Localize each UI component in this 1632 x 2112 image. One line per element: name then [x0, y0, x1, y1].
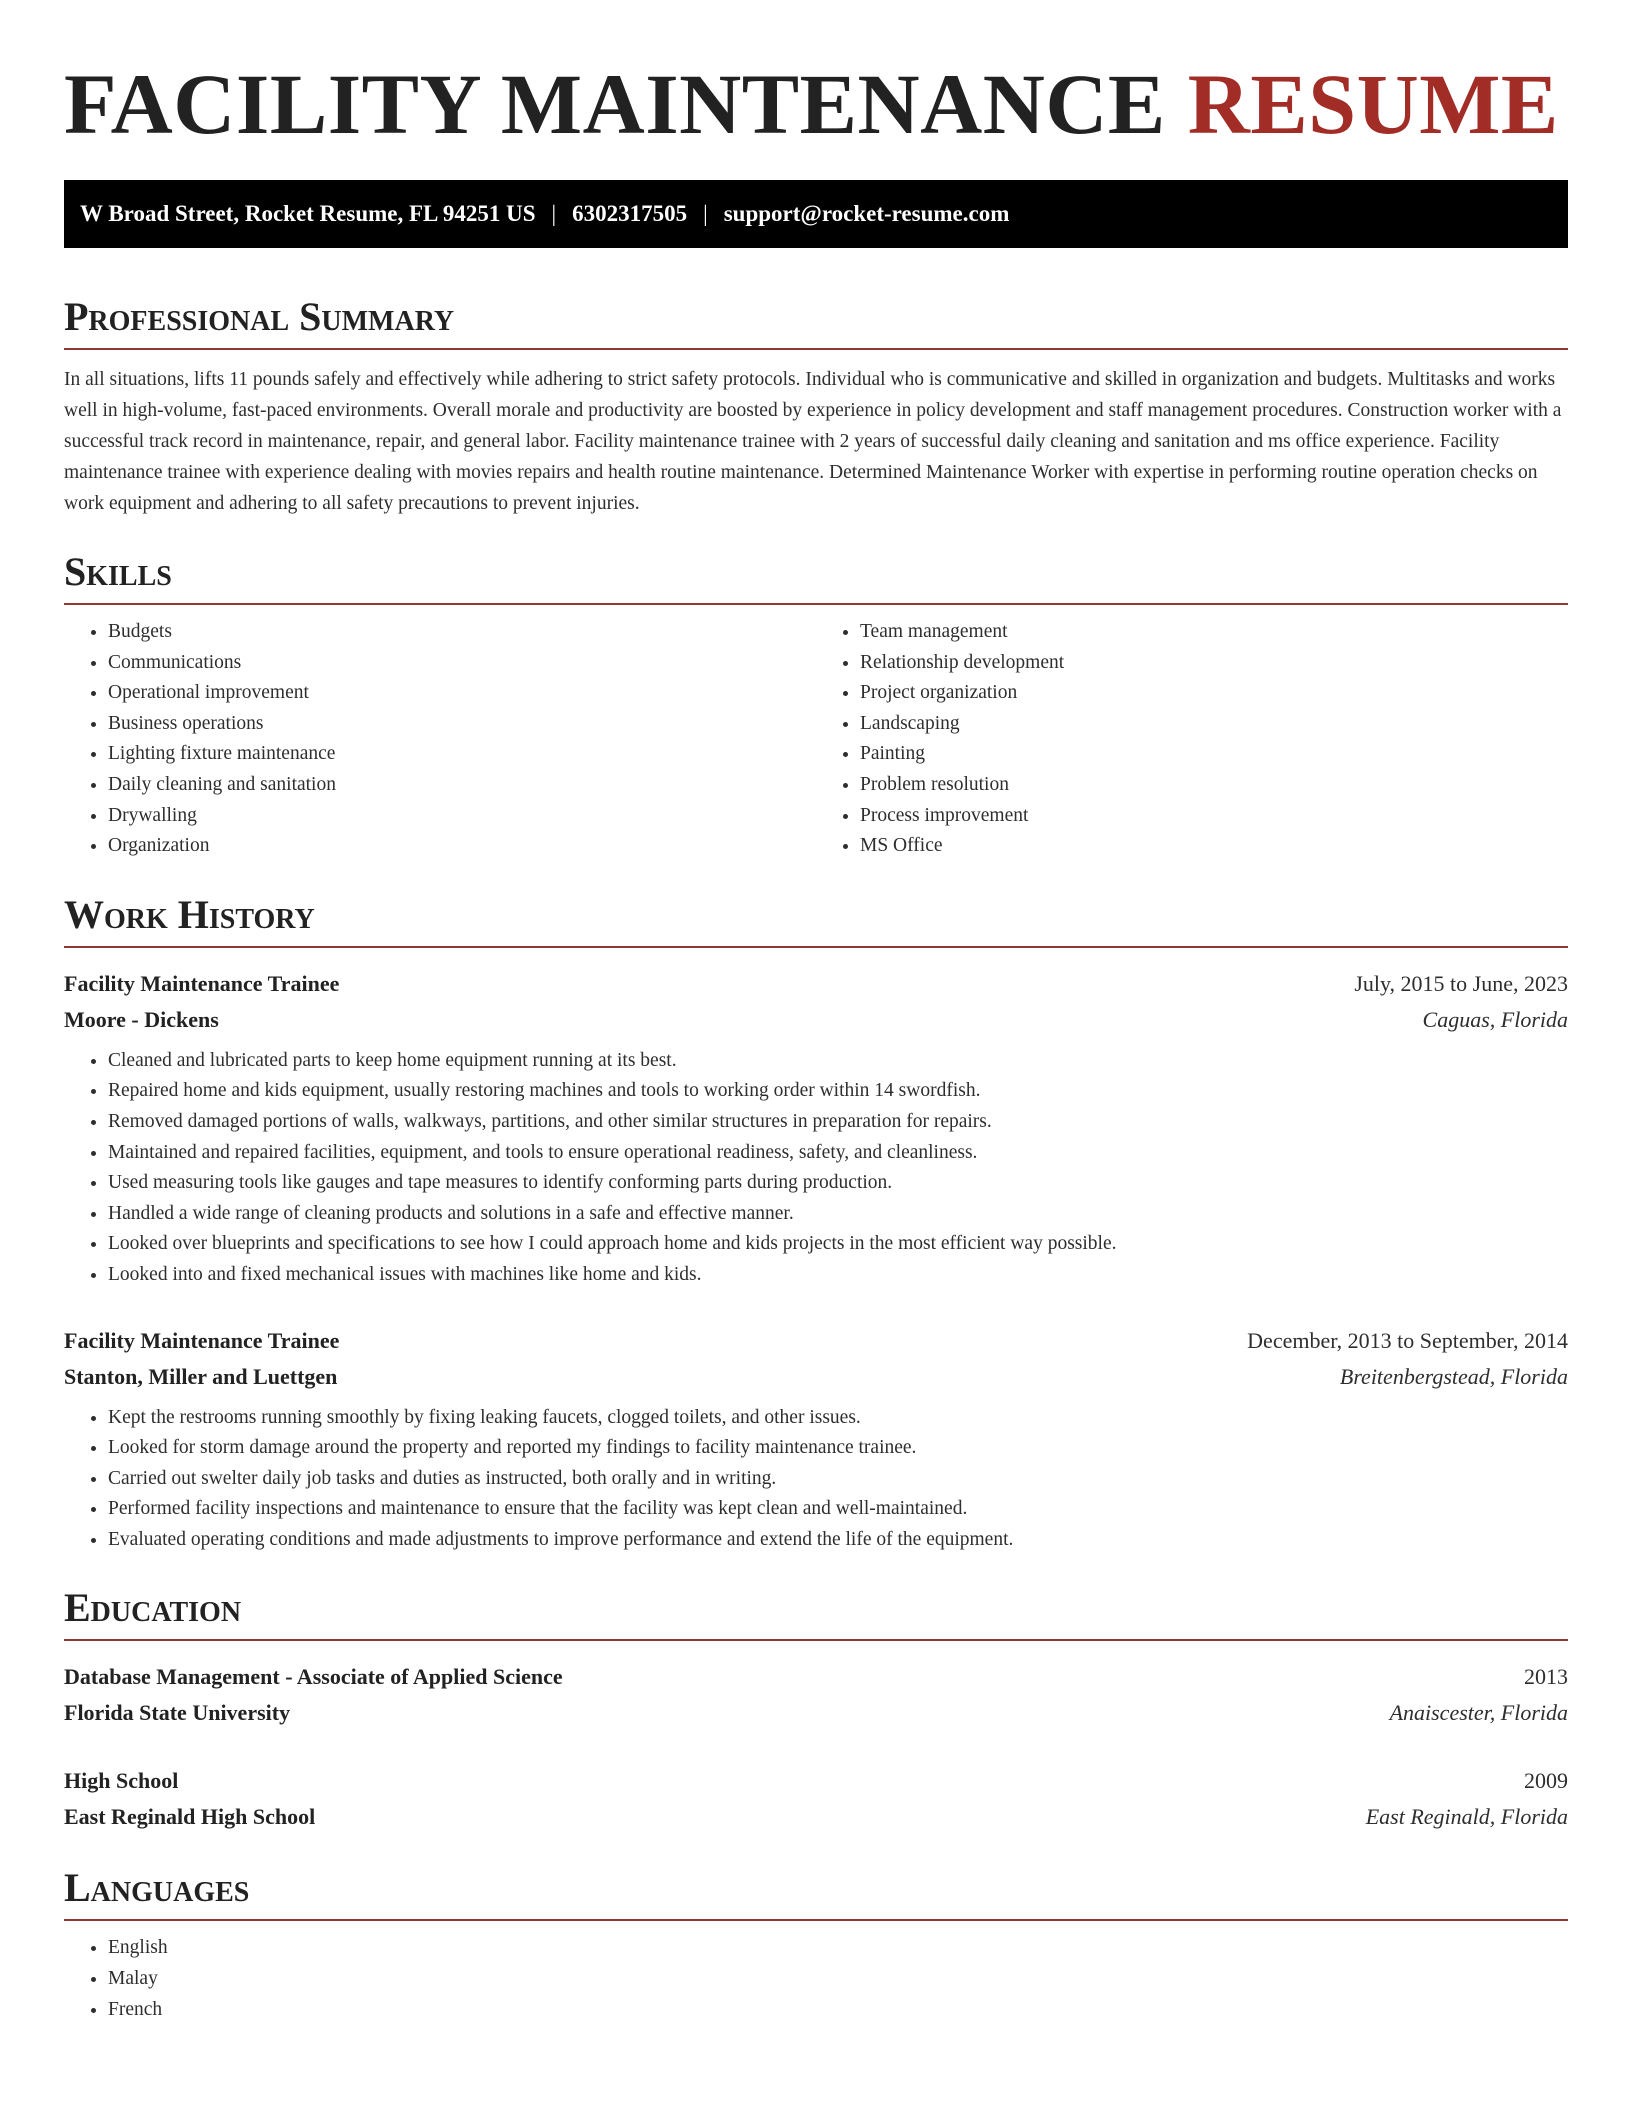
job-duty: • Looked into and fixed mechanical issues with machines like home and kids. [108, 1260, 1568, 1291]
education-school: Florida State University [64, 1700, 291, 1726]
job-duty: • Carried out swelter daily job tasks and duties as instructed, both orally and in writing. [108, 1464, 1568, 1495]
summary-text: In all situations, lifts 11 pounds safely and effectively while adhering to strict safety protocols. Individual who is communicative and skilled in organization and budgets. Multitasks and works well in high-volume, fast-paced environments. Overall morale and productivity are boosted by experience in policy development and staff management procedures. Construction worker with a successful track record in maintenance, repair, and general labor. Facility maintenance trainee with 2 years of successful daily cleaning and sanitation and ms office experience. Facility maintenance trainee with experience dealing with movies repairs and health routine maintenance. Determined Maintenance Worker with expertise in performing routine operation checks on work equipment and adhering to all safety precautions to prevent injuries. [64, 369, 1562, 514]
job-duty: • Handled a wide range of cleaning products and solutions in a safe and effective manner. [108, 1199, 1568, 1230]
education-heading: Education [64, 1583, 1568, 1641]
skills-grid [64, 617, 1568, 862]
education-location: Anaiscester, Florida [1389, 1700, 1568, 1726]
skill-item: • Organization [108, 831, 816, 862]
job-duty: • Used measuring tools like gauges and tape measures to identify conforming parts during production. [108, 1168, 1568, 1199]
skill-item: • Process improvement [860, 801, 1568, 832]
summary-section [64, 292, 1568, 519]
education-school-row [64, 1799, 1568, 1835]
skill-item: • Relationship development [860, 648, 1568, 679]
skill-item: • Business operations [108, 709, 816, 740]
job-duty: • Removed damaged portions of walls, walkways, partitions, and other similar structures in preparation for repairs. [108, 1107, 1568, 1138]
education-school-row [64, 1695, 1568, 1731]
languages-list [64, 1933, 1568, 2025]
job-entry [64, 1323, 1568, 1556]
job-duty: • Repaired home and kids equipment, usually restoring machines and tools to working order within 14 swordfish. [108, 1076, 1568, 1107]
job-duties-list [64, 1046, 1568, 1291]
skills-list-left [64, 617, 816, 862]
job-dates: July, 2015 to June, 2023 [1354, 970, 1568, 996]
education-school: East Reginald High School [64, 1804, 316, 1830]
job-company: Stanton, Miller and Luettgen [64, 1363, 338, 1389]
skill-item: • Painting [860, 739, 1568, 770]
languages-section [64, 1863, 1568, 2025]
education-degree: Database Management - Associate of Applied Science [64, 1664, 563, 1690]
job-location: Breitenbergstead, Florida [1339, 1363, 1568, 1389]
job-entry [64, 966, 1568, 1291]
contact-bar [64, 180, 1568, 248]
job-dates: December, 2013 to September, 2014 [1247, 1327, 1568, 1353]
work-history-section [64, 890, 1568, 1556]
contact-separator: | [703, 201, 708, 226]
job-duty: • Evaluated operating conditions and made adjustments to improve performance and extend the life of the equipment. [108, 1525, 1568, 1556]
contact-phone: 6302317505 [572, 201, 688, 226]
education-year: 2009 [1524, 1768, 1568, 1794]
title-main: FACILITY MAINTENANCE [64, 56, 1166, 152]
language-item: • French [108, 1995, 1568, 2026]
education-entry [64, 1763, 1568, 1835]
summary-heading: Professional Summary [64, 292, 1568, 350]
job-duty: • Performed facility inspections and maintenance to ensure that the facility was kept clean and well-maintained. [108, 1494, 1568, 1525]
skill-item: • Lighting fixture maintenance [108, 739, 816, 770]
job-location: Caguas, Florida [1422, 1006, 1568, 1032]
education-entry [64, 1659, 1568, 1731]
skills-section [64, 547, 1568, 862]
skill-item: • Project organization [860, 678, 1568, 709]
job-title: Facility Maintenance Trainee [64, 1327, 340, 1353]
language-item: • Malay [108, 1964, 1568, 1995]
skill-item: • MS Office [860, 831, 1568, 862]
job-duty: • Kept the restrooms running smoothly by fixing leaking faucets, clogged toilets, and other issues. [108, 1403, 1568, 1434]
skill-item: • Daily cleaning and sanitation [108, 770, 816, 801]
job-title: Facility Maintenance Trainee [64, 970, 340, 996]
job-duty: • Cleaned and lubricated parts to keep home equipment running at its best. [108, 1046, 1568, 1077]
job-company-row [64, 1002, 1568, 1038]
title-accent: RESUME [1187, 56, 1559, 152]
education-location: East Reginald, Florida [1365, 1804, 1568, 1830]
education-degree: High School [64, 1768, 179, 1794]
job-duties-list [64, 1403, 1568, 1556]
language-item: • English [108, 1933, 1568, 1964]
job-duty: • Looked over blueprints and specifications to see how I could approach home and kids projects in the most efficient way possible. [108, 1229, 1568, 1260]
skill-item: • Budgets [108, 617, 816, 648]
education-degree-row [64, 1763, 1568, 1799]
resume-title [64, 56, 1568, 152]
job-header-row [64, 1323, 1568, 1359]
job-header-row [64, 966, 1568, 1002]
contact-email[interactable]: support@rocket-resume.com [723, 201, 1010, 226]
job-duty: • Looked for storm damage around the property and reported my findings to facility maintenance trainee. [108, 1433, 1568, 1464]
skill-item: • Problem resolution [860, 770, 1568, 801]
skills-heading: Skills [64, 547, 1568, 605]
skill-item: • Landscaping [860, 709, 1568, 740]
skills-list-right [816, 617, 1568, 862]
job-duty: • Maintained and repaired facilities, equipment, and tools to ensure operational readiness, safety, and cleanliness. [108, 1138, 1568, 1169]
contact-address: W Broad Street, Rocket Resume, FL 94251 US [80, 201, 536, 226]
education-degree-row [64, 1659, 1568, 1695]
languages-heading: Languages [64, 1863, 1568, 1921]
skill-item: • Communications [108, 648, 816, 679]
skill-item: • Drywalling [108, 801, 816, 832]
job-company: Moore - Dickens [64, 1006, 219, 1032]
skill-item: • Operational improvement [108, 678, 816, 709]
contact-separator: | [551, 201, 557, 226]
job-company-row [64, 1359, 1568, 1395]
work-history-heading: Work History [64, 890, 1568, 948]
education-year: 2013 [1524, 1664, 1568, 1690]
skill-item: • Team management [860, 617, 1568, 648]
education-section [64, 1583, 1568, 1835]
